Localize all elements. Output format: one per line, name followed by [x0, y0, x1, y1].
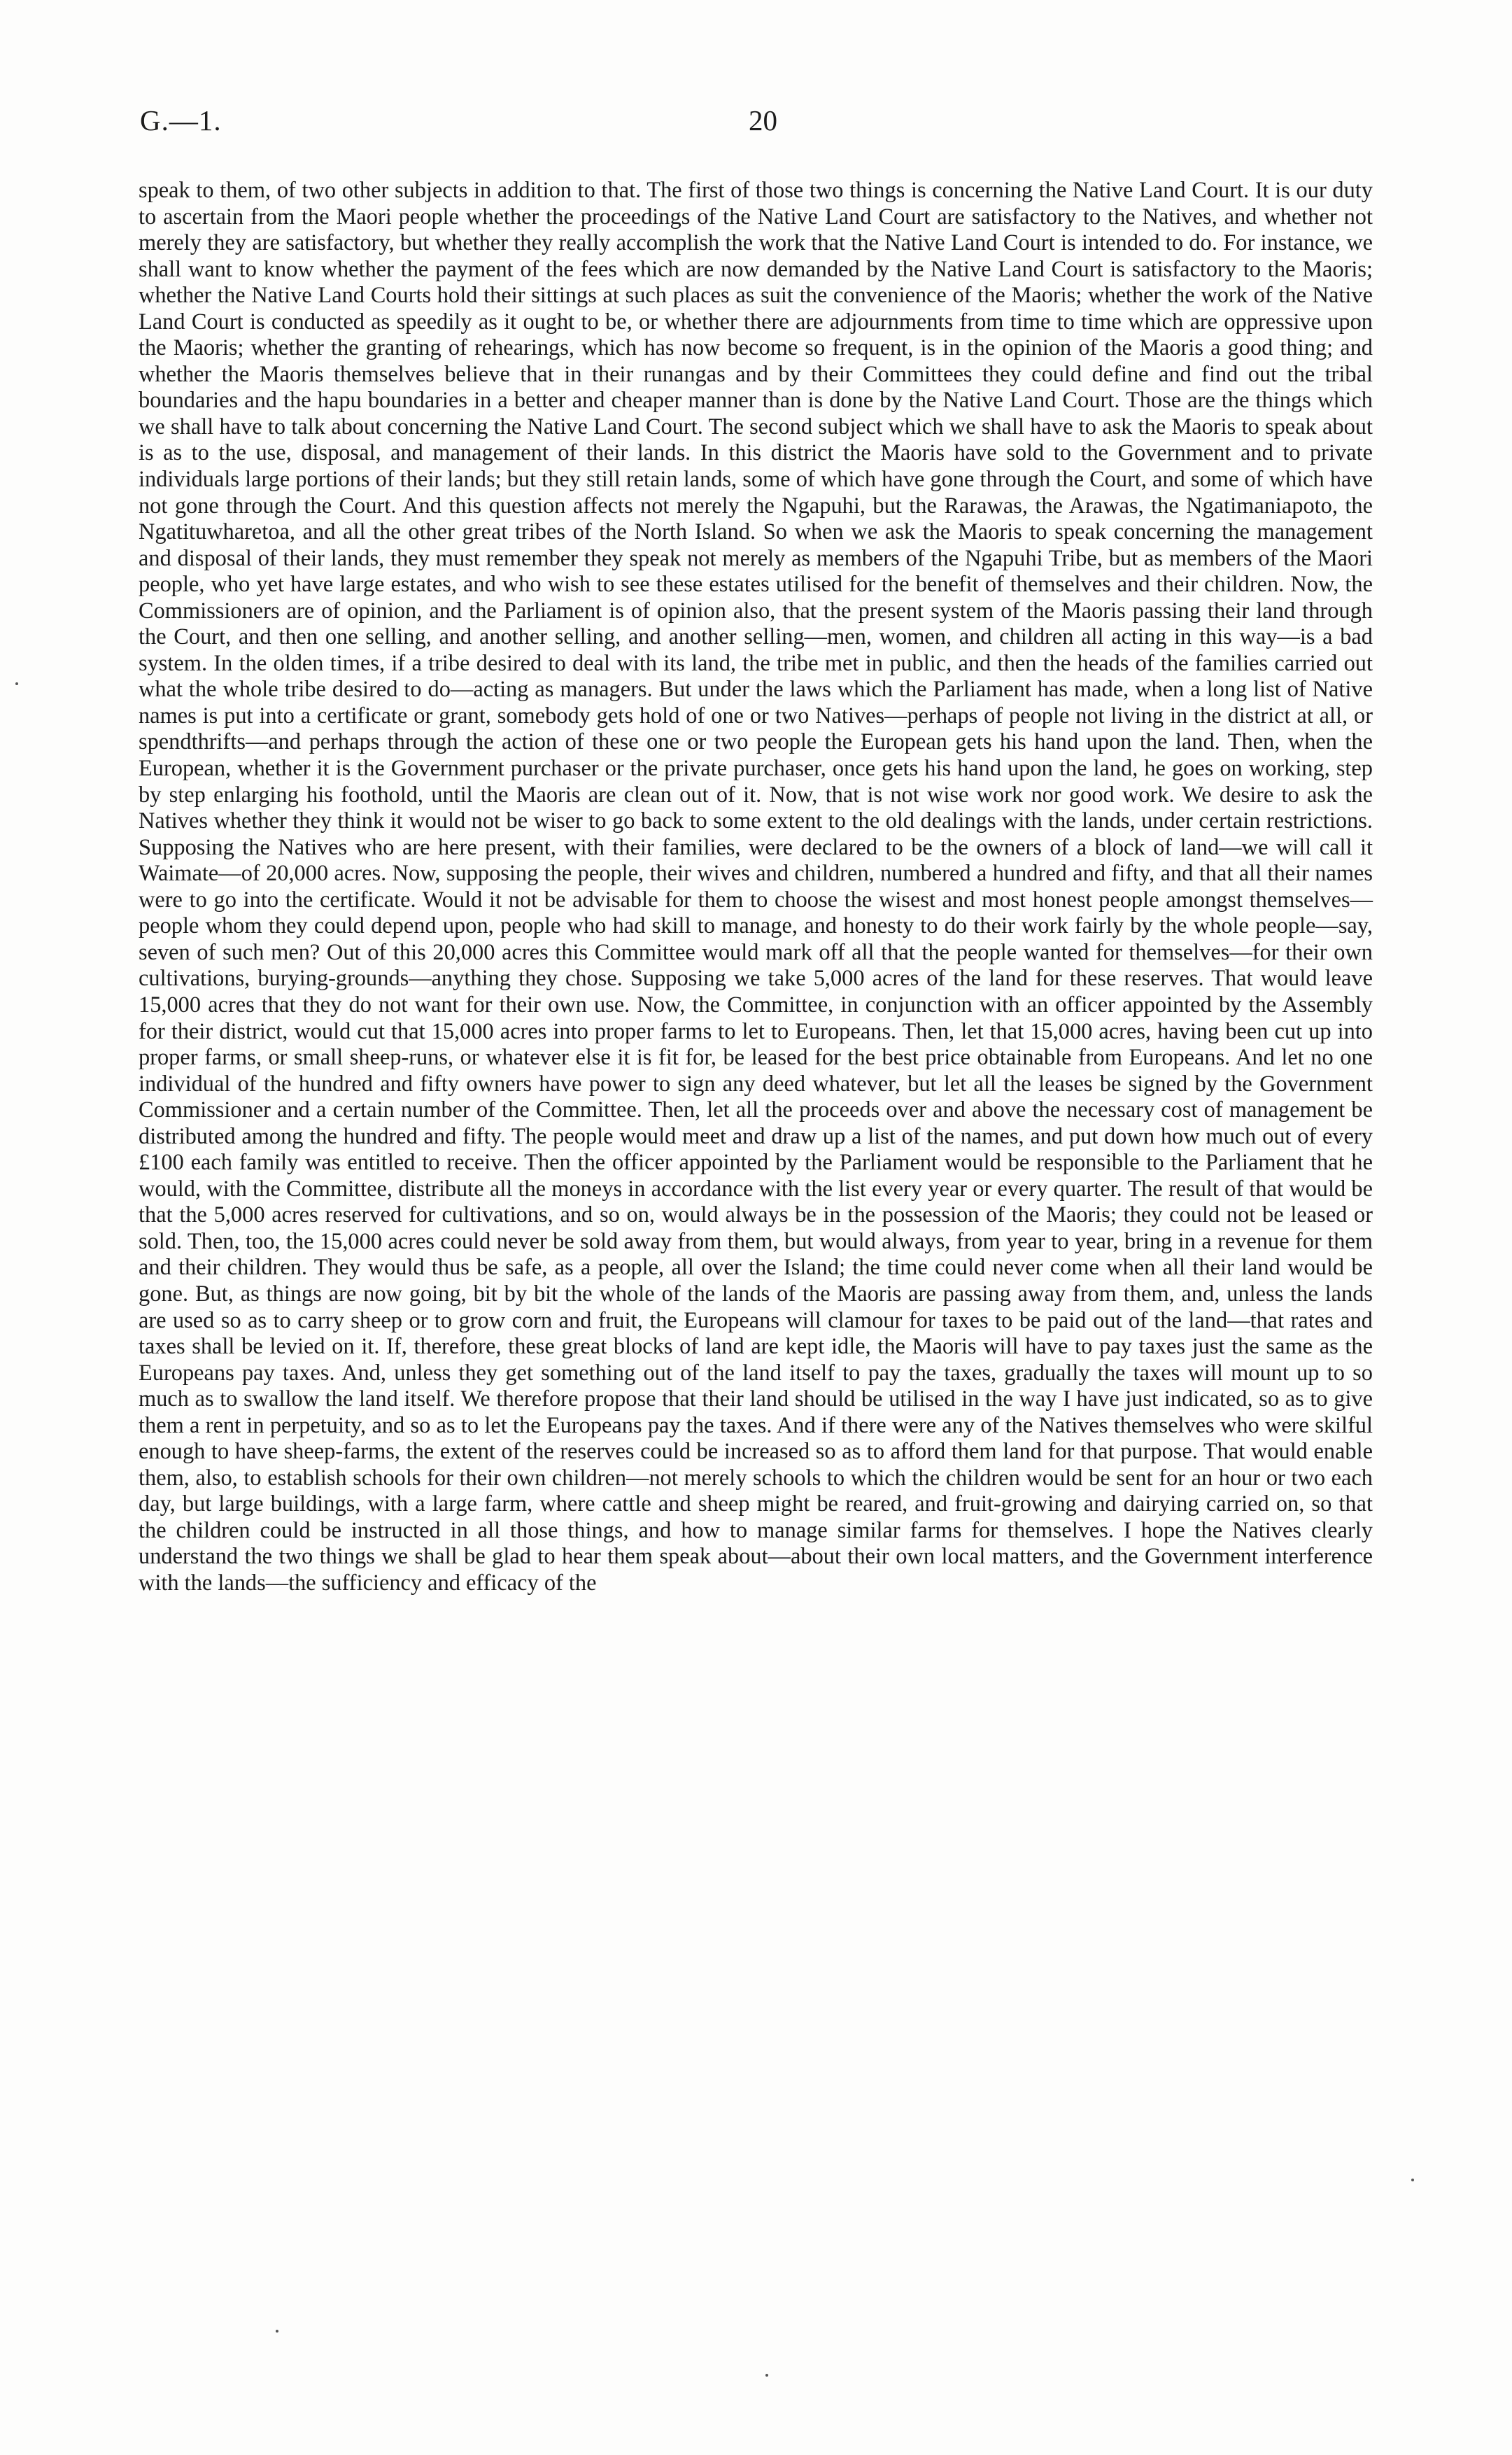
scan-speck: [276, 2330, 278, 2333]
scan-speck: [765, 2374, 768, 2377]
scan-speck: [15, 682, 18, 685]
page-number: 20: [749, 104, 777, 136]
document-reference: G.—1.: [140, 104, 222, 136]
scan-speck: [1411, 2179, 1414, 2181]
body-paragraph: speak to them, of two other subjects in addition to that. The first of those two things is concerning the Native Land Court. It is our duty to ascertain from the Maori people whether the proceedings of the Native Land Court are satisfactory to the Natives, and whether not merely they are satisfactory, but whether they really accomplish the work that the Native Land Court is intended to do. For instance, we shall want to know whether the payment of the fees which are now demanded by the Native Land Court is satisfactory to the Maoris; whether the Native Land Courts hold their sittings at such places as suit the convenience of the Maoris; whether the work of the Native Land Court is conducted as speedily as it ought to be, or whether there are adjournments from time to time which are oppressive upon the Maoris; whether the granting of rehearings, which has now become so frequent, is in the opinion of the Maoris a good thing; and whether the Maoris themselves believe that in their runangas and by their Committees they could define and find out the tribal boundaries and the hapu boundaries in a better and cheaper manner than is done by the Native Land Court. Those are the things which we shall have to talk about concerning the Native Land Court. The second subject which we shall have to ask the Maoris to speak about is as to the use, disposal, and management of their lands. In this district the Maoris have sold to the Government and to private individuals large portions of their lands; but they still retain lands, some of which have gone through the Court, and some of which have not gone through the Court. And this question affects not merely the Ngapuhi, but the Rarawas, the Arawas, the Ngatimaniapoto, the Ngatituwharetoa, and all the other great tribes of the North Island. So when we ask the Maoris to speak concerning the management and disposal of their lands, they must remember they speak not merely as members of the Ngapuhi Tribe, but as members of the Maori people, who yet have large estates, and who wish to see these estates utilised for the benefit of themselves and their children. Now, the Commissioners are of opinion, and the Parliament is of opinion also, that the present system of the Maoris passing their land through the Court, and then one selling, and another selling, and another selling—men, women, and children all acting in this way—is a bad system. In the olden times, if a tribe desired to deal with its land, the tribe met in public, and then the heads of the families carried out what the whole tribe desired to do—acting as managers. But under the laws which the Parliament has made, when a long list of Native names is put into a certificate or grant, somebody gets hold of one or two Natives—perhaps of people not living in the district at all, or spendthrifts—and perhaps through the action of these one or two people the European gets his hand upon the land. Then, when the European, whether it is the Government purchaser or the private purchaser, once gets his hand upon the land, he goes on working, step by step enlarging his foothold, until the Maoris are clean out of it. Now, that is not wise work nor good work. We desire to ask the Natives whether they think it would not be wiser to go back to some extent to the old dealings with the lands, under certain restrictions. Supposing the Natives who are here present, with their families, were declared to be the owners of a block of land—we will call it Waimate—of 20,000 acres. Now, supposing the people, their wives and children, numbered a hundred and fifty, and that all their names were to go into the certificate. Would it not be advisable for them to choose the wisest and most honest people amongst themselves—people whom they could depend upon, people who had skill to manage, and honesty to do their work fairly by the whole people—say, seven of such men? Out of this 20,000 acres this Committee would mark off all that the people wanted for themselves—for their own cultivations, burying-grounds—anything they chose. Supposing we take 5,000 acres of the land for these reserves. That would leave 15,000 acres that they do not want for their own use. Now, the Committee, in conjunction with an officer appointed by the Assembly for their district, would cut that 15,000 acres into proper farms to let to Europeans. Then, let that 15,000 acres, having been cut up into proper farms, or small sheep-runs, or whatever else it is fit for, be leased for the best price obtainable from Europeans. And let no one individual of the hundred and fifty owners have power to sign any deed whatever, but let all the leases be signed by the Government Commissioner and a certain number of the Committee. Then, let all the proceeds over and above the necessary cost of management be distributed among the hundred and fifty. The people would meet and draw up a list of the names, and put down how much out of every £100 each family was entitled to receive. Then the officer appointed by the Parliament would be responsible to the Parliament that he would, with the Committee, distribute all the moneys in accordance with the list every year or every quarter. The result of that would be that the 5,000 acres reserved for cultivations, and so on, would always be in the possession of the Maoris; they could not be leased or sold. Then, too, the 15,000 acres could never be sold away from them, but would always, from year to year, bring in a revenue for them and their children. They would thus be safe, as a people, all over the Island; the time could never come when all their land would be gone. But, as things are now going, bit by bit the whole of the lands of the Maoris are passing away from them, and, unless the lands are used so as to carry sheep or to grow corn and fruit, the Europeans will clamour for taxes to be paid out of the land—that rates and taxes shall be levied on it. If, therefore, these great blocks of land are kept idle, the Maoris will have to pay taxes just the same as the Europeans pay taxes. And, unless they get something out of the land itself to pay the taxes, gradually the taxes will mount up to so much as to swallow the land itself. We therefore propose that their land should be utilised in the way I have just indicated, so as to give them a rent in perpetuity, and so as to let the Europeans pay the taxes. And if there were any of the Natives themselves who were skilful enough to have sheep-farms, the extent of the reserves could be increased so as to afford them land for that purpose. That would enable them, also, to establish schools for their own children—not merely schools to which the children would be sent for an hour or two each day, but large buildings, with a large farm, where cattle and sheep might be reared, and fruit-growing and dairying carried on, so that the children could be instructed in all those things, and how to manage similar farms for themselves. I hope the Natives clearly understand the two things we shall be glad to hear them speak about—about their own local matters, and the Government interference with the lands—the sufficiency and efficacy of the: [139, 178, 1373, 1596]
page-header: [140, 104, 1371, 146]
